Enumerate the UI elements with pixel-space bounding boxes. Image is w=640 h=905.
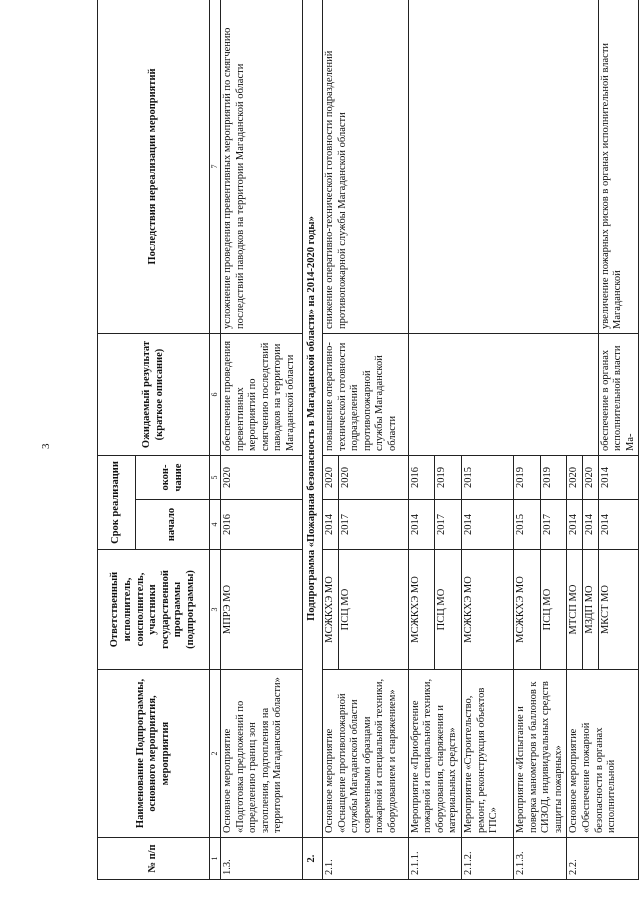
col-number: 5 xyxy=(210,456,221,500)
row-responsible: МСЖКХЭ МО xyxy=(408,550,435,670)
table-row xyxy=(408,0,435,880)
header-responsible: Ответственный исполнитель, соисполнитель, участники государственной программы (подпрограммы) xyxy=(98,550,210,670)
row-end: 2020 xyxy=(338,456,408,500)
row-responsible: МПРЭ МО xyxy=(221,550,303,670)
row-end: 2019 xyxy=(513,456,540,500)
row-num: 2.1. xyxy=(323,838,409,880)
col-number: 3 xyxy=(210,550,221,670)
row-responsible: МСЖКХЭ МО xyxy=(513,550,540,670)
row-start: 2015 xyxy=(513,500,540,550)
row-start: 2017 xyxy=(540,500,567,550)
row-end: 2014 xyxy=(598,456,639,500)
row-result: обеспечение проведения превентивных мероприятий по смягчению последствий паводков на территории Магаданской области xyxy=(221,334,303,456)
row-consequence-empty xyxy=(408,0,598,334)
row-start: 2014 xyxy=(323,500,339,550)
table-row xyxy=(323,0,339,880)
section-title: Подпрограмма «Пожарная безопасность в Магаданской области» на 2014-2020 годы» xyxy=(303,0,323,838)
header-name: Наименование Подпрограммы, основного мероприятия, мероприятия xyxy=(98,670,210,838)
row-end: 2020 xyxy=(567,456,583,500)
row-name: Основное мероприятие «Подготовка предложений по определению границ зон затопления, подтопления на территории Магаданской области» xyxy=(221,670,303,838)
row-start: 2014 xyxy=(567,500,583,550)
col-number: 6 xyxy=(210,334,221,456)
col-number: 1 xyxy=(210,838,221,880)
row-num: 2.2. xyxy=(567,838,639,880)
row-start: 2016 xyxy=(221,500,303,550)
row-num: 2.1.2. xyxy=(461,838,513,880)
row-end: 2020 xyxy=(582,456,598,500)
row-responsible: МКСТ МО xyxy=(598,550,639,670)
row-name: Мероприятие «Испытание и поверка манометров и баллонов к СИЗОД, индивидуальных средств защиты пожарных» xyxy=(513,670,566,838)
row-start: 2017 xyxy=(435,500,462,550)
header-term: Срок реализации xyxy=(98,456,136,550)
row-responsible: МТСП МО xyxy=(567,550,583,670)
section-row xyxy=(303,0,323,880)
col-number: 2 xyxy=(210,670,221,838)
row-responsible: ПСЦ МО xyxy=(435,550,462,670)
row-responsible: МЗДП МО xyxy=(582,550,598,670)
row-start: 2014 xyxy=(598,500,639,550)
table-row xyxy=(221,0,303,880)
row-num: 2.1.3. xyxy=(513,838,566,880)
measures-table xyxy=(97,0,639,880)
row-start: 2014 xyxy=(461,500,513,550)
rotated-table-container xyxy=(97,0,640,880)
row-start: 2017 xyxy=(338,500,408,550)
header-start: начало xyxy=(136,500,210,550)
row-name: Основное мероприятие «Оснащение противопожарной службы Магаданской области современными образцами пожарной и специальной техники, оборудованием и снаряжением» xyxy=(323,670,409,838)
row-end: 2020 xyxy=(221,456,303,500)
col-number: 4 xyxy=(210,500,221,550)
row-end: 2015 xyxy=(461,456,513,500)
section-num: 2. xyxy=(303,838,323,880)
row-responsible: МСЖКХЭ МО xyxy=(461,550,513,670)
row-end: 2019 xyxy=(435,456,462,500)
row-result: повышение оперативно-технической готовности подразделений противопожарной службы Магаданской области xyxy=(323,334,409,456)
row-end: 2016 xyxy=(408,456,435,500)
header-num: № п/п xyxy=(98,838,210,880)
row-responsible: МСЖКХЭ МО xyxy=(323,550,339,670)
column-number-row xyxy=(210,0,221,880)
row-consequence: снижение оперативно-технической готовности подразделений противопожарной службы Магаданской области xyxy=(323,0,409,334)
row-consequence: увеличение пожарных рисков в органах исполнительной власти Магаданской xyxy=(598,0,639,334)
row-start: 2014 xyxy=(582,500,598,550)
page-number: 3 xyxy=(40,443,52,449)
row-end: 2019 xyxy=(540,456,567,500)
row-result: обеспечение в органах исполнительной власти Ма- xyxy=(598,334,639,456)
row-result-empty xyxy=(408,334,598,456)
header-consequence: Последствия нереализации мероприятий xyxy=(98,0,210,334)
row-name: Мероприятие «Строительство, ремонт, реконструкция объектов ГПС» xyxy=(461,670,513,838)
row-responsible: ПСЦ МО xyxy=(540,550,567,670)
row-num: 2.1.1. xyxy=(408,838,461,880)
row-start: 2014 xyxy=(408,500,435,550)
row-responsible: ПСЦ МО xyxy=(338,550,408,670)
header-result: Ожидаемый результат (краткое описание) xyxy=(98,334,210,456)
col-number: 7 xyxy=(210,0,221,334)
row-consequence: усложнение проведения превентивных мероприятий по смягчению последствий паводков на территории Магаданской области xyxy=(221,0,303,334)
row-name: Мероприятие «Приобретение пожарной и специальной техники, оборудования, снаряжения и материальных средств» xyxy=(408,670,461,838)
header-end: окон-чание xyxy=(136,456,210,500)
row-num: 1.3. xyxy=(221,838,303,880)
row-end: 2020 xyxy=(323,456,339,500)
row-name: Основное мероприятие «Обеспечение пожарной безопасности в органах исполнительной xyxy=(567,670,639,838)
